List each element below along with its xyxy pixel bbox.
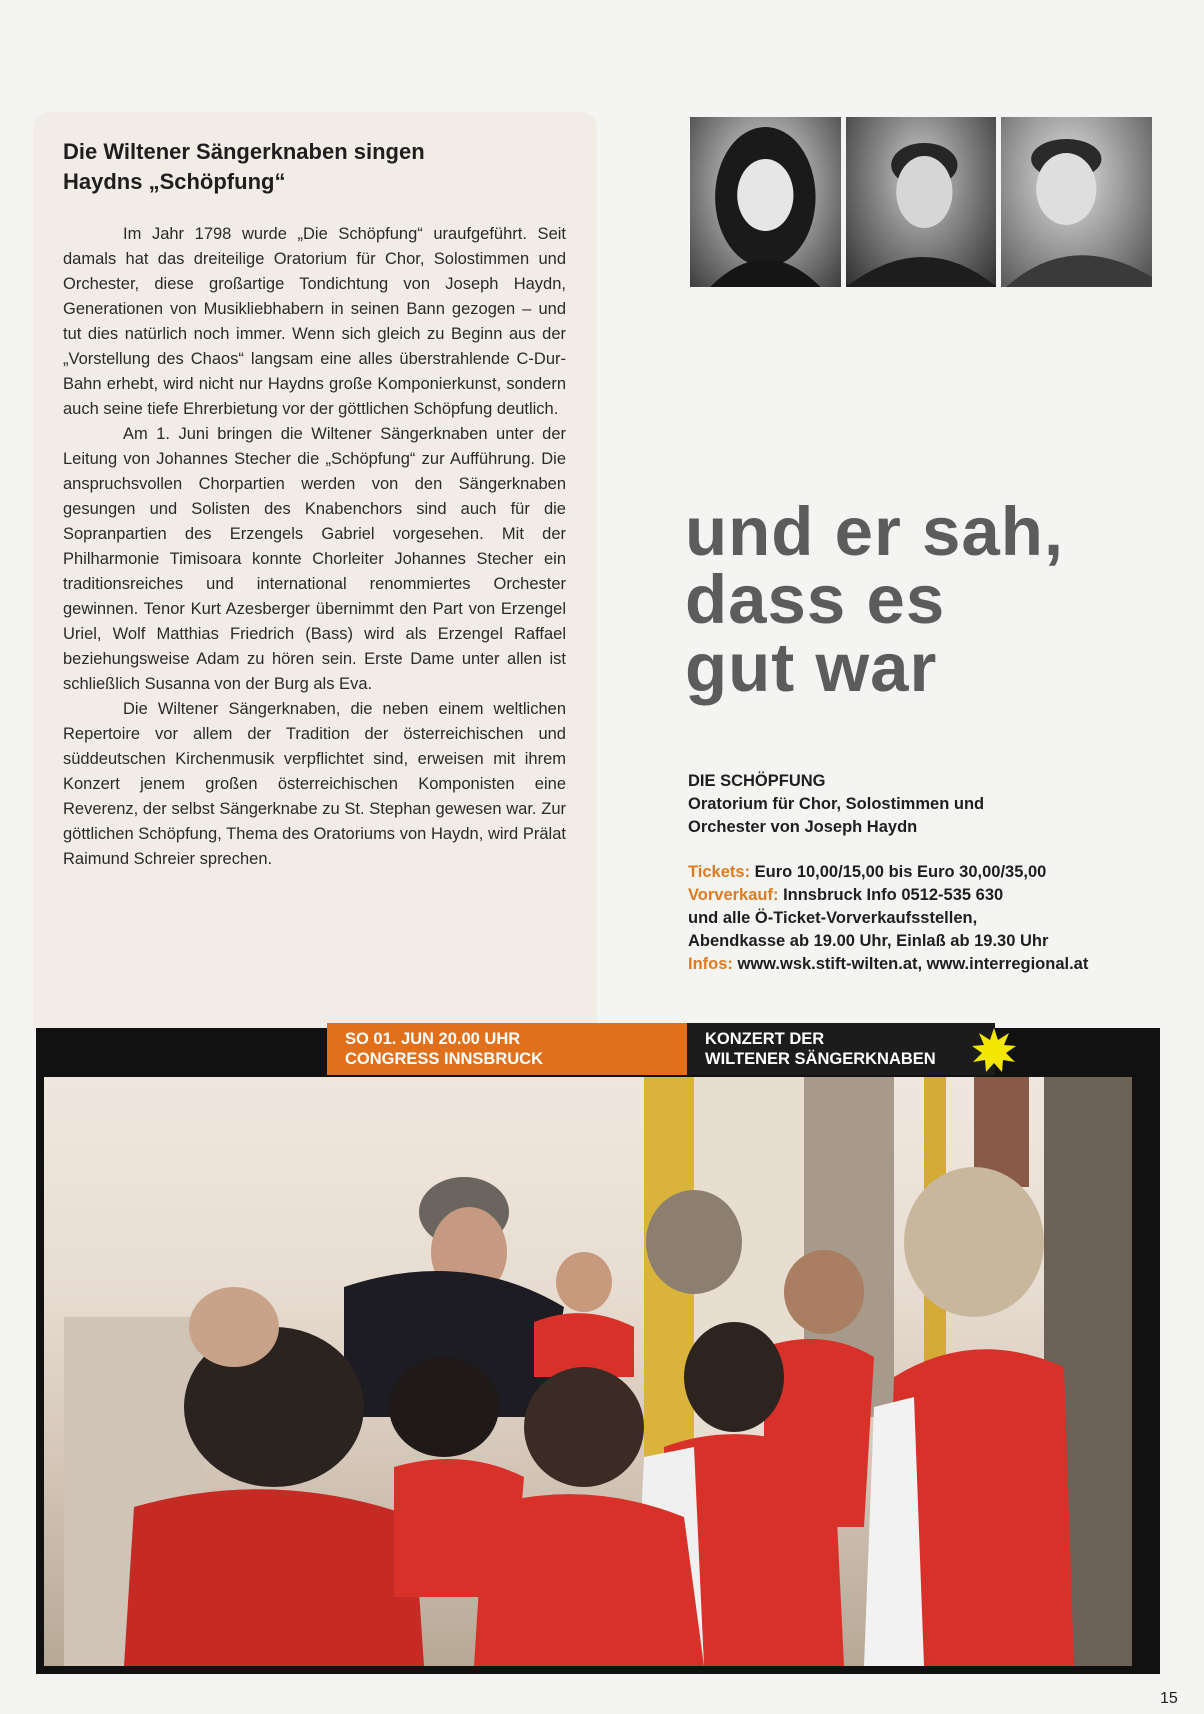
article-paragraph: Die Wiltener Sängerknaben, die neben einem weltlichen Repertoire vor allem der Tradition der österreichischen und süddeutschen Kirchenmusik verpflichtet sind, erweisen mit ihrem Konzert jenem großen österreichischen Komponisten eine Reverenz, der selbst Sängerknabe zu St. Stephan gewesen war. Zur göttlichen Schöpfung, Thema des Oratoriums von Haydn, wird Prälat Raimund Schreier sprechen. [63, 700, 566, 868]
infos-value: www.wsk.stift-wilten.at, www.interregional.at [732, 955, 1089, 973]
article-title-line1: Die Wiltener Sängerknaben singen [63, 139, 425, 164]
date-venue-banner [327, 1023, 687, 1075]
portrait-photo [846, 117, 997, 287]
event-subtitle-line2: Orchester von Joseph Haydn [688, 818, 918, 836]
portrait-photo [690, 117, 841, 287]
banner-date: SO 01. JUN 20.00 UHR [345, 1030, 521, 1048]
headline [685, 493, 1185, 706]
portrait-strip [690, 117, 1152, 287]
event-info [688, 770, 1168, 976]
headline-line3: gut war [685, 629, 938, 706]
page-number: 15 [1160, 1690, 1178, 1707]
article-title-line2: Haydns „Schöpfung“ [63, 169, 286, 194]
tickets-label: Tickets: [688, 863, 751, 881]
concert-banner [687, 1023, 995, 1075]
headline-line2: dass es [685, 561, 946, 638]
infos-label: Infos: [688, 955, 733, 973]
starburst-icon [970, 1026, 1018, 1074]
vorverkauf-line2: und alle Ö-Ticket-Vorverkaufsstellen, [688, 909, 978, 927]
vorverkauf-line3: Abendkasse ab 19.00 Uhr, Einlaß ab 19.30 Uhr [688, 932, 1049, 950]
article-title [63, 137, 583, 197]
banner-concert-line2: WILTENER SÄNGERKNABEN [705, 1050, 936, 1068]
choir-photo [44, 1077, 1132, 1666]
banner-venue: CONGRESS INNSBRUCK [345, 1050, 544, 1068]
article-paragraph: Am 1. Juni bringen die Wiltener Sängerknaben unter der Leitung von Johannes Stecher die „Schöpfung“ zur Aufführung. Die anspruchsvollen Chorpartien werden von den Sängerknaben gesungen und Solisten des Knabenchors sind auch für die Sopranpartien des Erzengels Gabriel vorgesehen. Mit der Philharmonie Timisoara konnte Chorleiter Johannes Stecher ein traditionsreiches und international renommiertes Orchester gewinnen. Tenor Kurt Azesberger übernimmt den Part von Erzengel Uriel, Wolf Matthias Friedrich (Bass) wird als Erzengel Raffael beziehungsweise Adam zu hören sein. Erste Dame unter allen ist schließlich Susanna von der Burg als Eva. [63, 425, 566, 693]
tickets-value: Euro 10,00/15,00 bis Euro 30,00/35,00 [750, 863, 1047, 881]
headline-line1: und er sah, [685, 493, 1065, 570]
banner-concert-line1: KONZERT DER [705, 1030, 825, 1048]
article-paragraph: Im Jahr 1798 wurde „Die Schöpfung“ uraufgeführt. Seit damals hat das dreiteilige Oratorium für Chor, Solostimmen und Orchester, diese großartige Tondichtung von Joseph Haydn, Generationen von Musikliebhabern in seinen Bann gezogen – und tut dies natürlich noch immer. Wenn sich gleich zu Beginn aus der „Vorstellung des Chaos“ langsam eine alles überstrahlende C-Dur-Bahn erhebt, wird nicht nur Haydns große Komponierkunst, sondern auch seine tiefe Ehrerbietung vor der göttlichen Schöpfung deutlich. [63, 225, 566, 418]
portrait-photo [1001, 117, 1152, 287]
event-title: DIE SCHÖPFUNG [688, 772, 826, 790]
vorverkauf-value: Innsbruck Info 0512-535 630 [778, 886, 1004, 904]
vorverkauf-label: Vorverkauf: [688, 886, 779, 904]
article-body [63, 222, 566, 872]
spacer [688, 839, 1168, 861]
event-subtitle-line1: Oratorium für Chor, Solostimmen und [688, 795, 985, 813]
